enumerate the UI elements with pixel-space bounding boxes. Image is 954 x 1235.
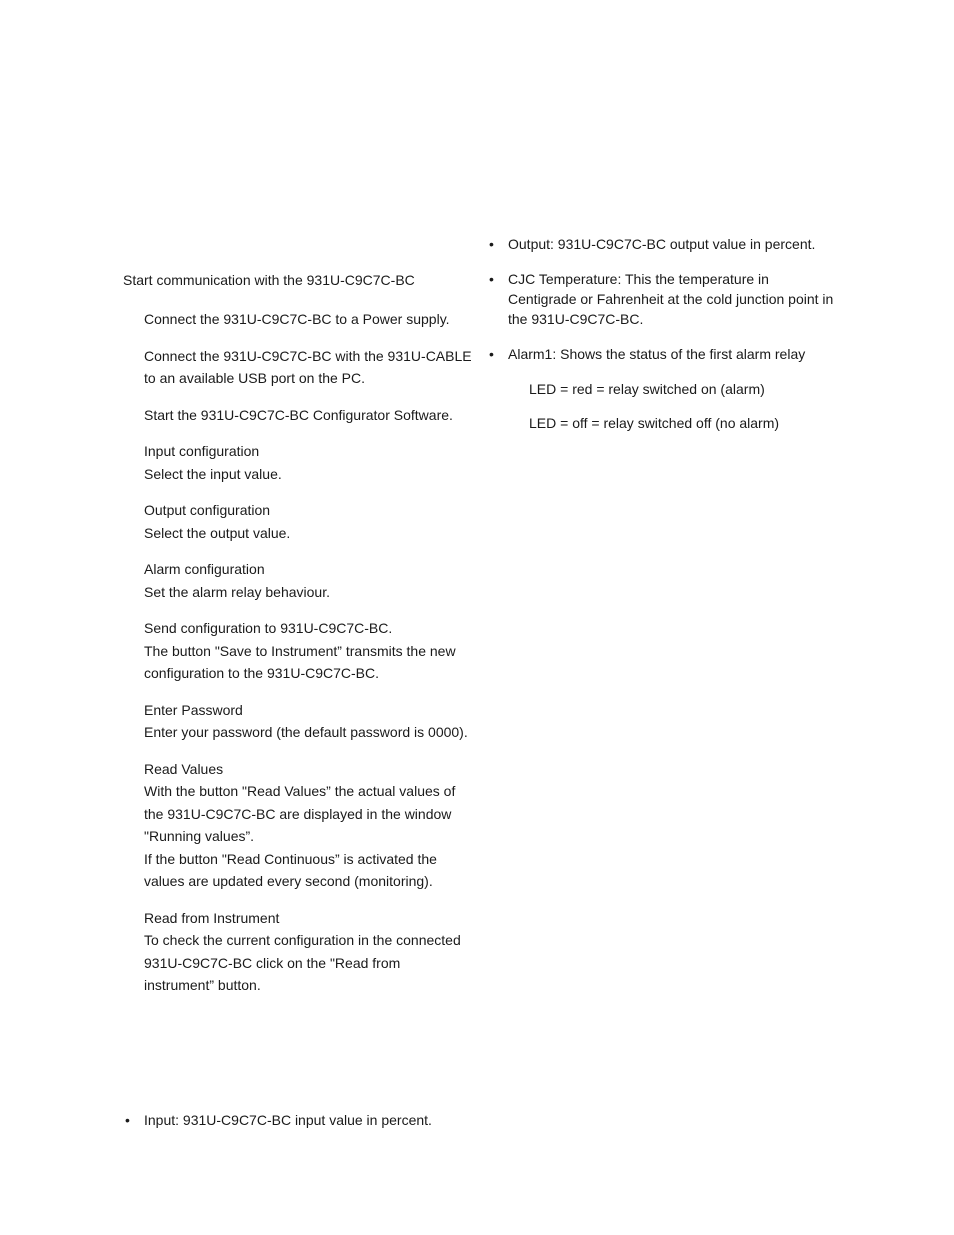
step-send-config <box>144 617 473 685</box>
led-status-on: LED = red = relay switched on (alarm) <box>529 381 765 397</box>
intro-text: Start communication with the 931U-C9C7C-BC <box>123 272 415 288</box>
step-heading: Send configuration to 931U-C9C7C-BC. <box>144 620 393 636</box>
bullet-icon: • <box>489 271 494 287</box>
right-column <box>487 234 837 447</box>
step-password <box>144 699 473 744</box>
bullet-icon: • <box>489 346 494 362</box>
list-item <box>487 269 837 329</box>
step-text: The button "Save to Instrument” transmits the new configuration to the 931U-C9C7C-BC. <box>144 642 456 681</box>
step-text: Connect the 931U-C9C7C-BC with the 931U-CABLE to an available USB port on the PC. <box>144 347 472 386</box>
step-read-instrument <box>144 907 473 997</box>
list-item <box>487 344 837 364</box>
bullet-text: Input: 931U-C9C7C-BC input value in percent. <box>144 1112 432 1128</box>
step-alarm-config <box>144 558 473 603</box>
step-usb <box>144 345 473 390</box>
step-heading: Read Values <box>144 760 224 777</box>
step-heading: Alarm configuration <box>144 561 265 577</box>
step-input-config <box>144 440 473 485</box>
step-read-values <box>144 758 473 893</box>
list-item <box>123 1110 523 1130</box>
bullet-icon: • <box>489 236 494 252</box>
step-power <box>144 308 473 331</box>
led-status-off: LED = off = relay switched off (no alarm) <box>529 415 780 431</box>
bullet-text: Output: 931U-C9C7C-BC output value in percent. <box>508 236 816 252</box>
step-text: Select the output value. <box>144 524 291 541</box>
bullet-text: CJC Temperature: This the temperature in Centigrade or Fahrenheit at the cold junction point in the 931U-C9C7C-BC. <box>508 271 834 327</box>
left-bullet-list <box>123 1110 523 1145</box>
step-software <box>144 404 473 427</box>
left-column <box>123 270 473 1011</box>
step-heading: Input configuration <box>144 443 260 459</box>
step-heading: Enter Password <box>144 701 243 718</box>
step-text: Select the input value. <box>144 465 282 482</box>
step-text: Enter your password (the default password is 0000). <box>144 724 468 740</box>
step-text: Set the alarm relay behaviour. <box>144 583 330 600</box>
step-text: Connect the 931U-C9C7C-BC to a Power supply. <box>144 311 450 327</box>
step-text: Start the 931U-C9C7C-BC Configurator Software. <box>144 406 453 423</box>
step-text: If the button "Read Continuous” is activated the values are updated every second (monitoring). <box>144 850 437 889</box>
step-heading: Read from Instrument <box>144 909 280 926</box>
step-heading: Output configuration <box>144 502 271 518</box>
bullet-icon: • <box>125 1112 130 1128</box>
step-text: To check the current configuration in the connected 931U-C9C7C-BC click on the "Read from instrument” button. <box>144 932 461 993</box>
bullet-text: Alarm1: Shows the status of the first alarm relay <box>508 346 806 362</box>
step-text: With the button "Read Values” the actual values of the 931U-C9C7C-BC are displayed in the window "Running values”. <box>144 783 456 844</box>
step-output-config <box>144 499 473 544</box>
list-item <box>487 234 837 254</box>
